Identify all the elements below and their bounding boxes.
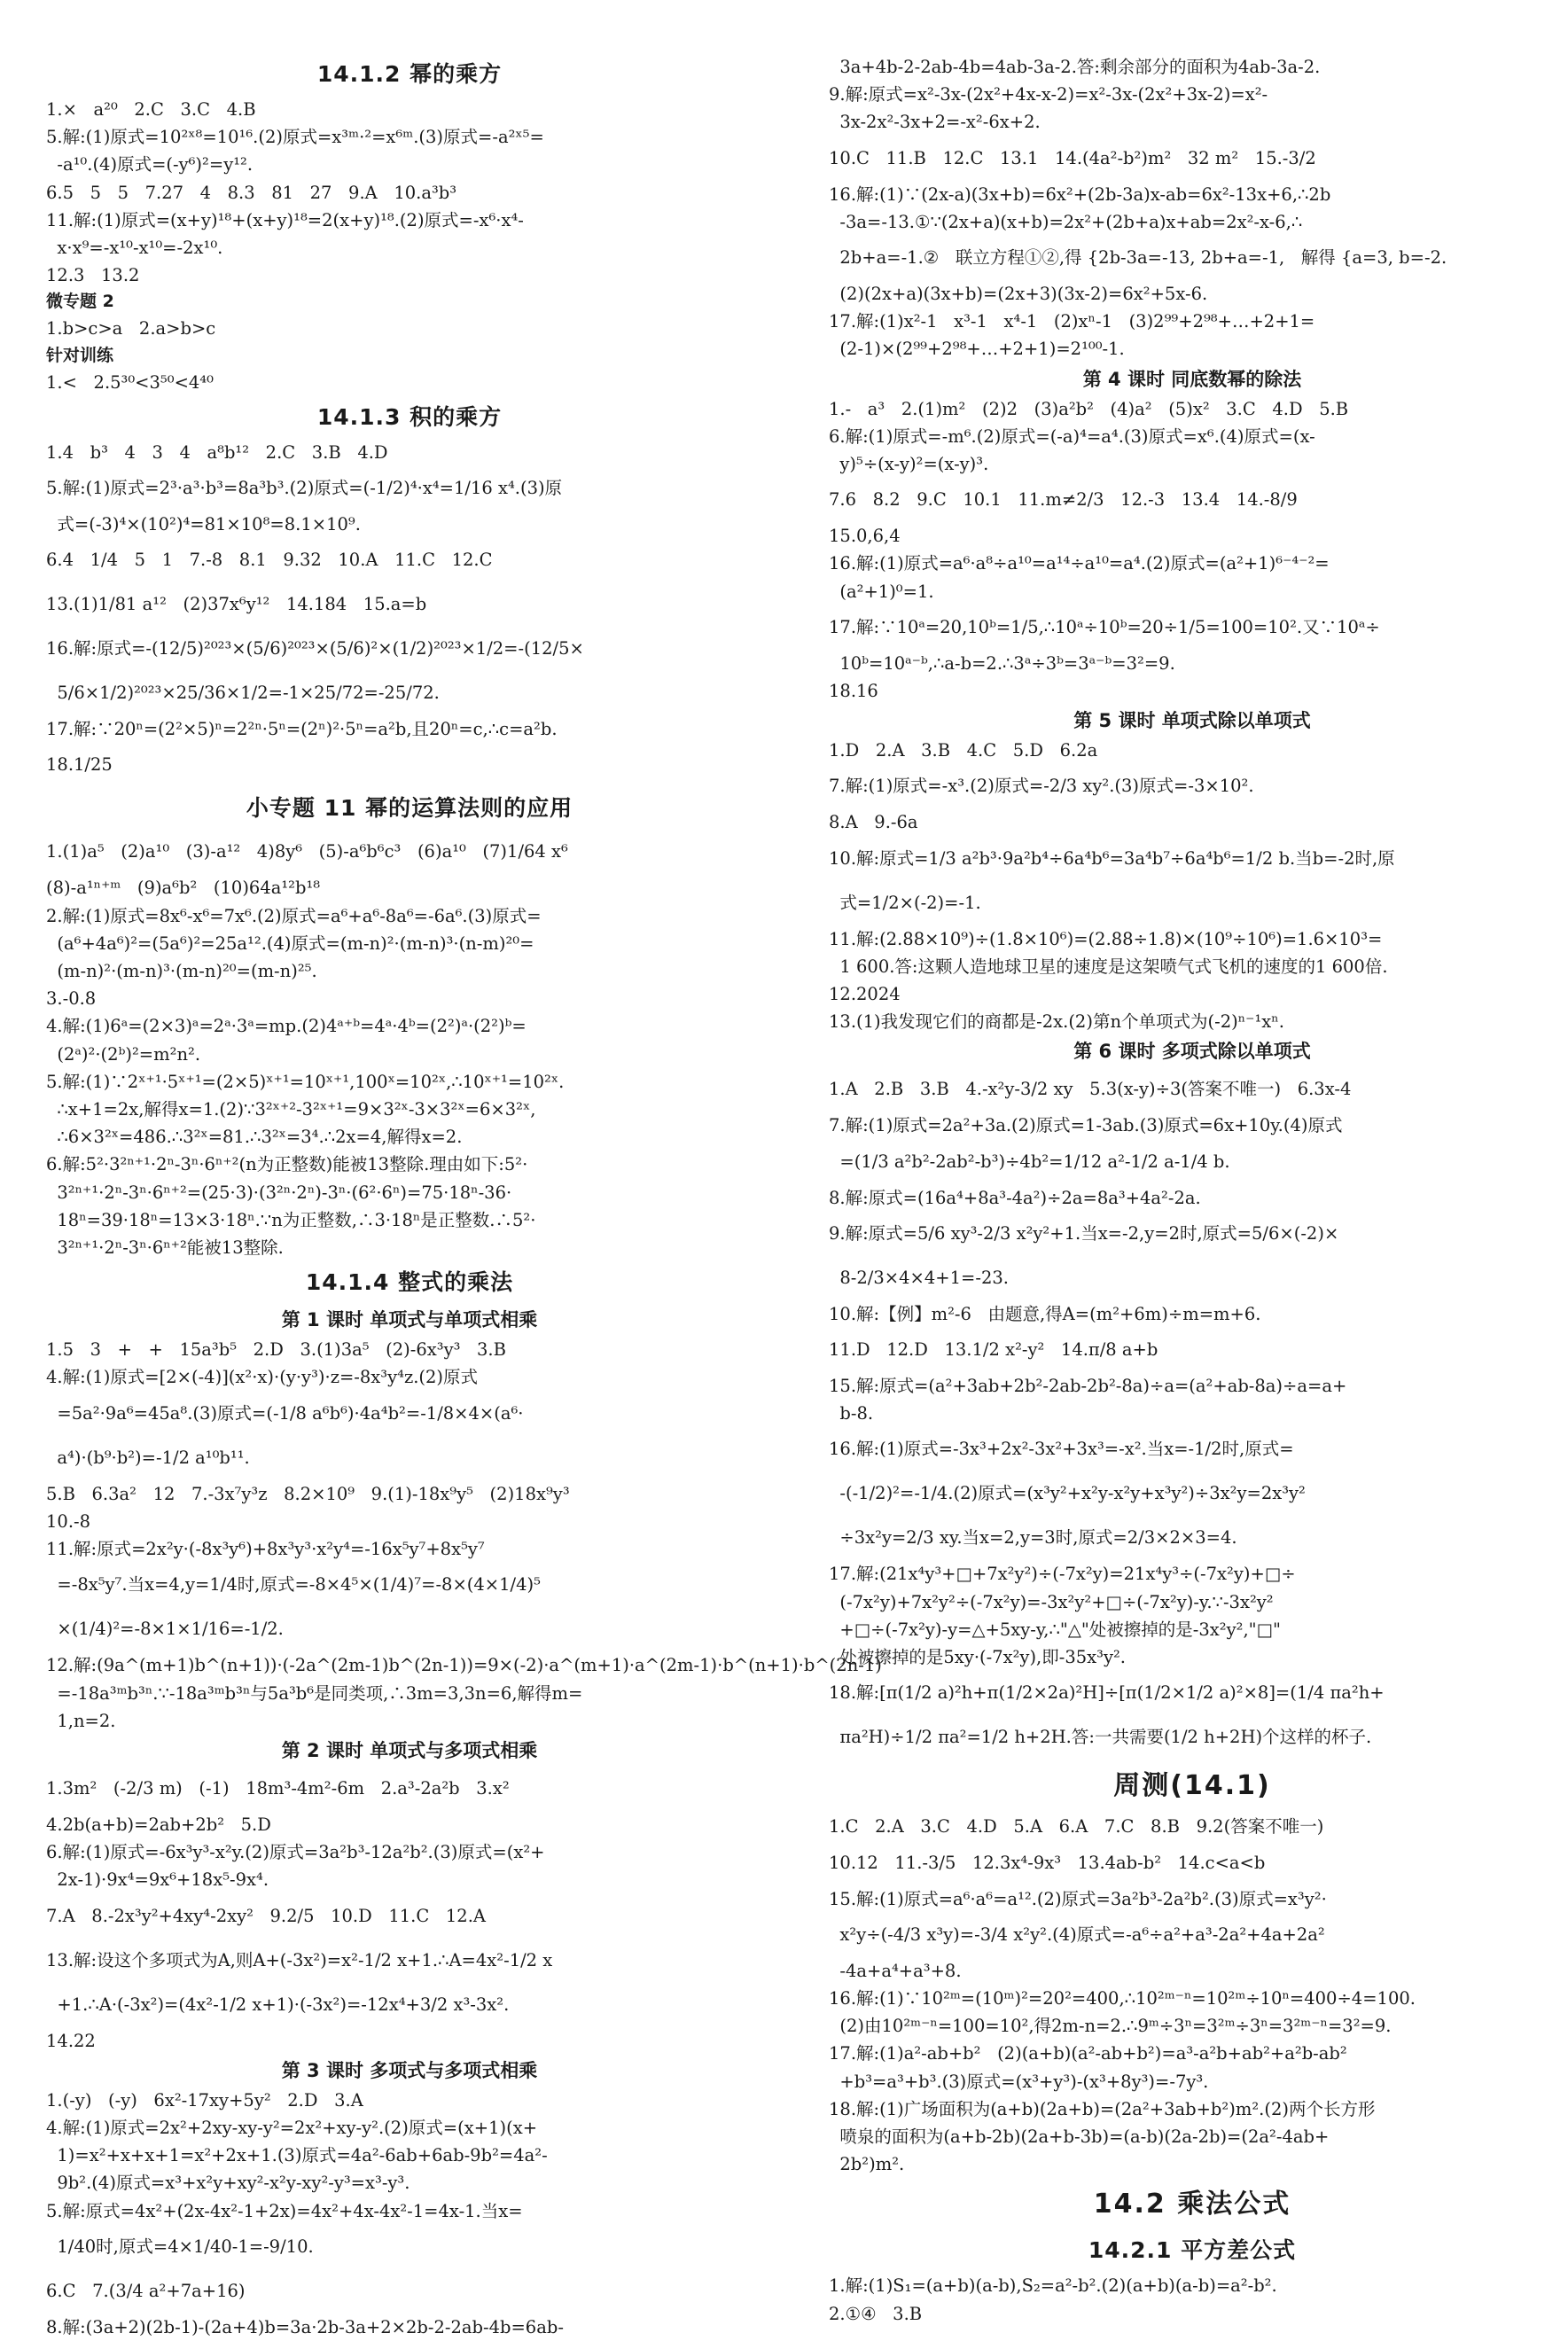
answer-line: 7.解:(1)原式=-x³.(2)原式=-2/3 xy².(3)原式=-3×10². <box>829 776 1254 797</box>
answer-line: (2-1)×(2⁹⁹+2⁹⁸+…+2+1)=2¹⁰⁰-1. <box>829 339 1125 360</box>
answer-line: a⁴)·(b⁹·b²)=-1/2 a¹⁰b¹¹. <box>46 1447 250 1468</box>
answer-line: 5.解:原式=4x²+(2x-4x²-1+2x)=4x²+4x-4x²-1=4x-1.当x= <box>46 2200 523 2221</box>
answer-line: 18.1/25 <box>46 754 113 776</box>
answer-line: 10ᵇ=10ᵃ⁻ᵇ,∴a-b=2.∴3ᵃ÷3ᵇ=3ᵃ⁻ᵇ=3²=9. <box>829 652 1175 674</box>
answer-line: 4.解:(1)6ᵃ=(2×3)ᵃ=2ᵃ·3ᵃ=mp.(2)4ᵃ⁺ᵇ=4ᵃ·4ᵇ=(2²)ᵃ·(2²)ᵇ= <box>46 1016 527 1037</box>
answer-line: ∴x+1=2x,解得x=1.(2)∵3²ˣ⁺²-3²ˣ⁺¹=9×3²ˣ-3×3²ˣ=6×3²ˣ, <box>46 1099 536 1120</box>
subsection-heading: 针对训练 <box>46 345 114 365</box>
answer-line: 6.解:(1)原式=-6x³y³-x²y.(2)原式=3a²b³-12a²b².(3)原式=(x²+ <box>46 1842 545 1863</box>
answer-line: (2)(2x+a)(3x+b)=(2x+3)(3x-2)=6x²+5x-6. <box>829 284 1208 305</box>
answer-line: 3.-0.8 <box>46 988 97 1010</box>
answer-line: 2b²)m². <box>829 2154 905 2175</box>
answer-line: -(-1/2)²=-1/4.(2)原式=(x³y²+x²y-x²y+x³y²)÷3x²y=2x³y² <box>829 1483 1306 1504</box>
answer-line: =(1/3 a²b²-2ab²-b³)÷4b²=1/12 a²-1/2 a-1/4 b. <box>829 1151 1230 1172</box>
answer-line: 15.解:原式=(a²+3ab+2b²-2ab-2b²-8a)÷a=(a²+ab-8a)÷a=a+ <box>829 1376 1347 1397</box>
answer-line: 4.解:(1)原式=2x²+2xy-xy-y²=2x²+xy-y².(2)原式=(x+1)(x+ <box>46 2117 538 2138</box>
answer-line: -3a=-13.①∵(2x+a)(x+b)=2x²+(2b+a)x+ab=2x²-x-6,∴ <box>829 211 1303 232</box>
section-heading: 14.1.3 积的乘方 <box>316 403 503 430</box>
subsection-heading: 微专题 2 <box>46 292 114 312</box>
answer-line: (a⁶+4a⁶)²=(5a⁶)²=25a¹².(4)原式=(m-n)²·(m-n)³·(n-m)²⁰= <box>46 932 534 954</box>
answer-line: 17.解:∵10ᵃ=20,10ᵇ=1/5,∴10ᵃ÷10ᵇ=20÷1/5=100=10².又∵10ᵃ÷ <box>829 616 1380 637</box>
answer-line: 17.解:(21x⁴y³+□+7x²y²)÷(-7x²y)=21x⁴y³÷(-7x²y)+□÷ <box>829 1564 1296 1585</box>
answer-line: 6.解:(1)原式=-m⁶.(2)原式=(-a)⁴=a⁴.(3)原式=x⁶.(4)原式=(x- <box>829 425 1315 447</box>
answer-line: +1.∴A·(-3x²)=(4x²-1/2 x+1)·(-3x²)=-12x⁴+3/2 x³-3x². <box>46 1994 510 2015</box>
lesson-heading: 第 2 课时 单项式与多项式相乘 <box>281 1739 538 1761</box>
answer-line: 11.D 12.D 13.1/2 x²-y² 14.π/8 a+b <box>829 1339 1158 1361</box>
answer-line: 16.解:(1)原式=-3x³+2x²-3x²+3x³=-x².当x=-1/2时,原式= <box>829 1439 1294 1460</box>
answer-line: 11.解:(2.88×10⁹)÷(1.8×10⁶)=(2.88÷1.8)×(10⁹÷10⁶)=1.6×10³= <box>829 928 1383 949</box>
answer-line: b-8. <box>829 1403 874 1424</box>
answer-line: -4a+a⁴+a³+8. <box>829 1960 962 1981</box>
answer-line: 12.2024 <box>829 984 901 1005</box>
answer-line: 1.< 2.5³⁰<3⁵⁰<4⁴⁰ <box>46 371 214 393</box>
answer-line: 3²ⁿ⁺¹·2ⁿ-3ⁿ·6ⁿ⁺²=(25·3)·(3²ⁿ·2ⁿ)-3ⁿ·(6²·6ⁿ)=75·18ⁿ-36· <box>46 1182 512 1203</box>
answer-line: 17.解:∵20ⁿ=(2²×5)ⁿ=2²ⁿ·5ⁿ=(2ⁿ)²·5ⁿ=a²b,且20ⁿ=c,∴c=a²b. <box>46 719 558 740</box>
answer-line: =5a²·9a⁶=45a⁸.(3)原式=(-1/8 a⁶b⁶)·4a⁴b²=-1/8×4×(a⁶· <box>46 1402 524 1424</box>
answer-line: 3a+4b-2-2ab-4b=4ab-3a-2.答:剩余部分的面积为4ab-3a-2. <box>829 57 1321 77</box>
answer-line: 1.3m² (-2/3 m) (-1) 18m³-4m²-6m 2.a³-2a²b 3.x² <box>46 1777 510 1799</box>
answer-line: 16.解:(1)原式=a⁶·a⁸÷a¹⁰=a¹⁴÷a¹⁰=a⁴.(2)原式=(a²+1)⁶⁻⁴⁻²= <box>829 553 1330 574</box>
answer-line: 1.A 2.B 3.B 4.-x²y-3/2 xy 5.3(x-y)÷3(答案不唯一) 6.3x-4 <box>829 1079 1352 1100</box>
answer-line: =-18a³ᵐb³ⁿ.∵-18a³ᵐb³ⁿ与5a³b⁶是同类项,∴3m=3,3n=6,解得m= <box>46 1682 583 1704</box>
answer-line: 5.B 6.3a² 12 7.-3x⁷y³z 8.2×10⁹ 9.(1)-18x⁹y⁵ (2)18x⁹y³ <box>46 1483 570 1504</box>
answer-line: 1.(1)a⁵ (2)a¹⁰ (3)-a¹² 4)8y⁶ (5)-a⁶b⁶c³ (6)a¹⁰ (7)1/64 x⁶ <box>46 841 568 862</box>
answer-line: 8.解:原式=(16a⁴+8a³-4a²)÷2a=8a³+4a²-2a. <box>829 1187 1201 1208</box>
answer-line: +□÷(-7x²y)-y=△+5xy-y,∴"△"处被擦掉的是-3x²y²,"□" <box>829 1619 1281 1640</box>
answer-line: 13.(1)1/81 a¹² (2)37x⁶y¹² 14.184 15.a=b <box>46 594 427 615</box>
answer-line: 5.解:(1)原式=10²ˣ⁸=10¹⁶.(2)原式=x³ᵐ·²=x⁶ᵐ.(3)原式=-a²ˣ⁵= <box>46 127 544 148</box>
answer-line: 11.解:(1)原式=(x+y)¹⁸+(x+y)¹⁸=2(x+y)¹⁸.(2)原式=-x⁶·x⁴- <box>46 209 524 230</box>
answer-line: 2.①④ 3.B <box>829 2303 923 2324</box>
answer-line: 式=1/2×(-2)=-1. <box>829 892 981 913</box>
answer-line: 13.(1)我发现它们的商都是-2x.(2)第n个单项式为(-2)ⁿ⁻¹xⁿ. <box>829 1011 1284 1033</box>
answer-line: 6.4 1/4 5 1 7.-8 8.1 9.32 10.A 11.C 12.C <box>46 550 493 571</box>
answer-line: 2x-1)·9x⁴=9x⁶+18x⁵-9x⁴. <box>46 1869 269 1891</box>
answer-line: 5/6×1/2)²⁰²³×25/36×1/2=-1×25/72=-25/72. <box>46 683 440 704</box>
answer-line: 8-2/3×4×4+1=-23. <box>829 1267 1009 1288</box>
answer-line: 1.- a³ 2.(1)m² (2)2 (3)a²b² (4)a² (5)x² 3.C 4.D 5.B <box>829 398 1349 419</box>
answer-line: 1/40时,原式=4×1/40-1=-9/10. <box>46 2236 314 2257</box>
answer-line: 15.解:(1)原式=a⁶·a⁶=a¹².(2)原式=3a²b³-2a²b².(3)原式=x³y²· <box>829 1888 1327 1909</box>
answer-line: (8)-a¹ⁿ⁺ᵐ (9)a⁶b² (10)64a¹²b¹⁸ <box>46 878 321 899</box>
answer-line: 13.解:设这个多项式为A,则A+(-3x²)=x²-1/2 x+1.∴A=4x²-1/2 x <box>46 1949 553 1970</box>
answer-line: 12.3 13.2 <box>46 265 140 286</box>
answer-line: 16.解:原式=-(12/5)²⁰²³×(5/6)²⁰²³×(5/6)²×(1/2)²⁰²³×1/2=-(12/5× <box>46 638 584 659</box>
answer-line: 18.16 <box>829 681 878 702</box>
section-heading: 小专题 11 幂的运算法则的应用 <box>246 795 573 822</box>
answer-line: 6.5 5 5 7.27 4 8.3 81 27 9.A 10.a³b³ <box>46 182 457 203</box>
answer-line: (a²+1)⁰=1. <box>829 581 934 602</box>
answer-line: 1.5 3 + + 15a³b⁵ 2.D 3.(1)3a⁵ (2)-6x³y³ 3.B <box>46 1339 506 1361</box>
answer-line: 16.解:(1)∵(2x-a)(3x+b)=6x²+(2b-3a)x-ab=6x²-13x+6,∴2b <box>829 183 1331 205</box>
lesson-heading: 第 6 课时 多项式除以单项式 <box>1073 1041 1311 1063</box>
answer-line: 10.-8 <box>46 1510 91 1532</box>
answer-line: ×(1/4)²=-8×1×1/16=-1/2. <box>46 1619 284 1640</box>
answer-line: 17.解:(1)a²-ab+b² (2)(a+b)(a²-ab+b²)=a³-a²b+ab²+a²b-ab² <box>829 2043 1347 2064</box>
answer-line: y)⁵÷(x-y)²=(x-y)³. <box>829 454 989 475</box>
answer-line: 7.6 8.2 9.C 10.1 11.m≠2/3 12.-3 13.4 14.-8/9 <box>829 489 1298 511</box>
answer-line: 18.解:[π(1/2 a)²h+π(1/2×2a)²H]÷[π(1/2×1/2 a)²×8]=(1/4 πa²h+ <box>829 1682 1385 1704</box>
answer-line: 式=(-3)⁴×(10²)⁴=81×10⁸=8.1×10⁹. <box>46 514 361 535</box>
answer-line: (m-n)²·(m-n)³·(m-n)²⁰=(m-n)²⁵. <box>46 961 317 982</box>
answer-line: 9b².(4)原式=x³+x²y+xy²-x²y-xy²-y³=x³-y³. <box>46 2173 410 2194</box>
answer-line: 11.解:原式=2x²y·(-8x³y⁶)+8x³y³·x²y⁴=-16x⁵y⁷+8x⁵y⁷ <box>46 1539 485 1560</box>
answer-line: 8.解:(3a+2)(2b-1)-(2a+4)b=3a·2b-3a+2×2b-2-2ab-4b=6ab- <box>46 2316 564 2337</box>
answer-line: 1.4 b³ 4 3 4 a⁸b¹² 2.C 3.B 4.D <box>46 441 388 463</box>
answer-line: 1.解:(1)S₁=(a+b)(a-b),S₂=a²-b².(2)(a+b)(a-b)=a²-b². <box>829 2275 1277 2297</box>
answer-line: 16.解:(1)∵10²ᵐ=(10ᵐ)²=20²=400,∴10²ᵐ⁻ⁿ=10²ᵐ÷10ⁿ=400÷4=100. <box>829 1987 1416 2009</box>
answer-line: 处被擦掉的是5xy·(-7x²y),即-35x³y². <box>829 1647 1127 1668</box>
answer-line: 1.(-y) (-y) 6x²-17xy+5y² 2.D 3.A <box>46 2089 363 2111</box>
answer-line: 2.解:(1)原式=8x⁶-x⁶=7x⁶.(2)原式=a⁶+a⁶-8a⁶=-6a⁶.(3)原式= <box>46 905 542 926</box>
section-heading: 14.1.2 幂的乘方 <box>316 61 503 87</box>
lesson-heading: 第 5 课时 单项式除以单项式 <box>1073 710 1311 732</box>
answer-line: 3²ⁿ⁺¹·2ⁿ-3ⁿ·6ⁿ⁺²能被13整除. <box>46 1237 284 1259</box>
chapter-heading: 周测(14.1) <box>1113 1770 1271 1802</box>
answer-line: x²y÷(-4/3 x³y)=-3/4 x²y².(4)原式=-a⁶÷a²+a³-2a²+4a+2a² <box>829 1924 1325 1945</box>
answer-line: (-7x²y)+7x²y²÷(-7x²y)=-3x²y²+□÷(-7x²y)-y.∵-3x²y² <box>829 1591 1274 1612</box>
answer-line: -a¹⁰.(4)原式=(-y⁶)²=y¹². <box>46 154 269 176</box>
answer-line: 2b+a=-1.② 联立方程①②,得 {2b-3a=-13, 2b+a=-1, 解得 {a=3, b=-2. <box>829 247 1447 269</box>
answer-line: 7.A 8.-2x³y²+4xy⁴-2xy² 9.2/5 10.D 11.C 12.A <box>46 1905 486 1926</box>
right-column <box>829 53 1556 2328</box>
answer-line: 3x-2x²-3x+2=-x²-6x+2. <box>829 112 1041 133</box>
answer-line: 12.解:(9a^(m+1)b^(n+1))·(-2a^(2m-1)b^(2n-1))=9×(-2)·a^(m+1)·a^(2m-1)·b^(n+1)·b^(2n-1) <box>46 1655 882 1676</box>
answer-line: 9.解:原式=x²-3x-(2x²+4x-x-2)=x²-3x-(2x²+3x-2)=x²- <box>829 84 1268 105</box>
answer-line: (2)由10²ᵐ⁻ⁿ=100=10²,得2m-n=2.∴9ᵐ÷3ⁿ=3²ᵐ÷3ⁿ=3²ᵐ⁻ⁿ=3²=9. <box>829 2016 1392 2037</box>
section-heading: 14.2.1 平方差公式 <box>1088 2237 1297 2264</box>
answer-line: 14.22 <box>46 2030 96 2051</box>
answer-line: 10.解:【例】m²-6 由题意,得A=(m²+6m)÷m=m+6. <box>829 1303 1261 1324</box>
answer-line: 18ⁿ=39·18ⁿ=13×3·18ⁿ.∵n为正整数,∴3·18ⁿ是正整数.∴5²· <box>46 1209 536 1230</box>
answer-line: 9.解:原式=5/6 xy³-2/3 x²y²+1.当x=-2,y=2时,原式=5/6×(-2)× <box>829 1222 1339 1244</box>
answer-line: +b³=a³+b³.(3)原式=(x³+y³)-(x³+8y³)=-7y³. <box>829 2071 1209 2092</box>
answer-line: 1.D 2.A 3.B 4.C 5.D 6.2a <box>829 740 1098 761</box>
lesson-heading: 第 3 课时 多项式与多项式相乘 <box>281 2059 538 2081</box>
answer-line: 17.解:(1)x²-1 x³-1 x⁴-1 (2)xⁿ-1 (3)2⁹⁹+2⁹⁸+…+2+1= <box>829 311 1315 332</box>
lesson-heading: 第 1 课时 单项式与单项式相乘 <box>281 1309 538 1331</box>
answer-line: 5.解:(1)原式=2³·a³·b³=8a³b³.(2)原式=(-1/2)⁴·x⁴=1/16 x⁴.(3)原 <box>46 478 563 499</box>
answer-line: =-8x⁵y⁷.当x=4,y=1/4时,原式=-8×4⁵×(1/4)⁷=-8×(4×1/4)⁵ <box>46 1574 541 1596</box>
answer-line: 1.b>c>a 2.a>b>c <box>46 318 216 339</box>
answer-line: 18.解:(1)广场面积为(a+b)(2a+b)=(2a²+3ab+b²)m².(2)两个长方形 <box>829 2098 1376 2119</box>
chapter-heading: 14.2 乘法公式 <box>1093 2189 1291 2220</box>
answer-line: 8.A 9.-6a <box>829 812 918 833</box>
answer-line: 4.解:(1)原式=[2×(-4)](x²·x)·(y·y³)·z=-8x³y⁴z.(2)原式 <box>46 1367 479 1388</box>
section-heading: 14.1.4 整式的乘法 <box>305 1269 514 1296</box>
answer-line: x·x⁹=-x¹⁰-x¹⁰=-2x¹⁰. <box>46 238 223 259</box>
answer-line: 5.解:(1)∵2ˣ⁺¹·5ˣ⁺¹=(2×5)ˣ⁺¹=10ˣ⁺¹,100ˣ=10²ˣ,∴10ˣ⁺¹=10²ˣ. <box>46 1071 565 1092</box>
answer-line: πa²H)÷1/2 πa²=1/2 h+2H.答:一共需要(1/2 h+2H)个这样的杯子. <box>829 1727 1372 1748</box>
answer-line: 喷泉的面积为(a+b-2b)(2a+b-3b)=(a-b)(2a-2b)=(2a²-4ab+ <box>829 2126 1330 2147</box>
answer-line: 1.× a²⁰ 2.C 3.C 4.B <box>46 99 256 120</box>
answer-line: 15.0,6,4 <box>829 526 901 547</box>
answer-line: 10.12 11.-3/5 12.3x⁴-9x³ 13.4ab-b² 14.c<a<b <box>829 1852 1266 1873</box>
answer-line: 1)=x²+x+x+1=x²+2x+1.(3)原式=4a²-6ab+6ab-9b²=4a²- <box>46 2145 548 2166</box>
answer-line: 6.C 7.(3/4 a²+7a+16) <box>46 2280 246 2301</box>
answer-line: 7.解:(1)原式=2a²+3a.(2)原式=1-3ab.(3)原式=6x+10y.(4)原式 <box>829 1115 1343 1136</box>
answer-line: 6.解:5²·3²ⁿ⁺¹·2ⁿ-3ⁿ·6ⁿ⁺²(n为正整数)能被13整除.理由如下:5²· <box>46 1154 528 1175</box>
answer-line: 1,n=2. <box>46 1710 116 1731</box>
answer-line: 1 600.答:这颗人造地球卫星的速度是这架喷气式飞机的速度的1 600倍. <box>829 956 1388 977</box>
answer-line: ∴6×3²ˣ=486.∴3²ˣ=81.∴3²ˣ=3⁴.∴2x=4,解得x=2. <box>46 1127 463 1148</box>
lesson-heading: 第 4 课时 同底数幂的除法 <box>1082 368 1302 390</box>
answer-line: 4.2b(a+b)=2ab+2b² 5.D <box>46 1814 271 1835</box>
answer-line: ÷3x²y=2/3 xy.当x=2,y=3时,原式=2/3×2×3=4. <box>829 1527 1237 1549</box>
answer-line: (2ᵃ)²·(2ᵇ)²=m²n². <box>46 1043 201 1065</box>
answer-line: 1.C 2.A 3.C 4.D 5.A 6.A 7.C 8.B 9.2(答案不唯一) <box>829 1816 1324 1838</box>
answer-line: 10.解:原式=1/3 a²b³·9a²b⁴÷6a⁴b⁶=3a⁴b⁷÷6a⁴b⁶=1/2 b.当b=-2时,原 <box>829 847 1395 869</box>
answer-line: 10.C 11.B 12.C 13.1 14.(4a²-b²)m² 32 m² 15.-3/2 <box>829 147 1316 168</box>
